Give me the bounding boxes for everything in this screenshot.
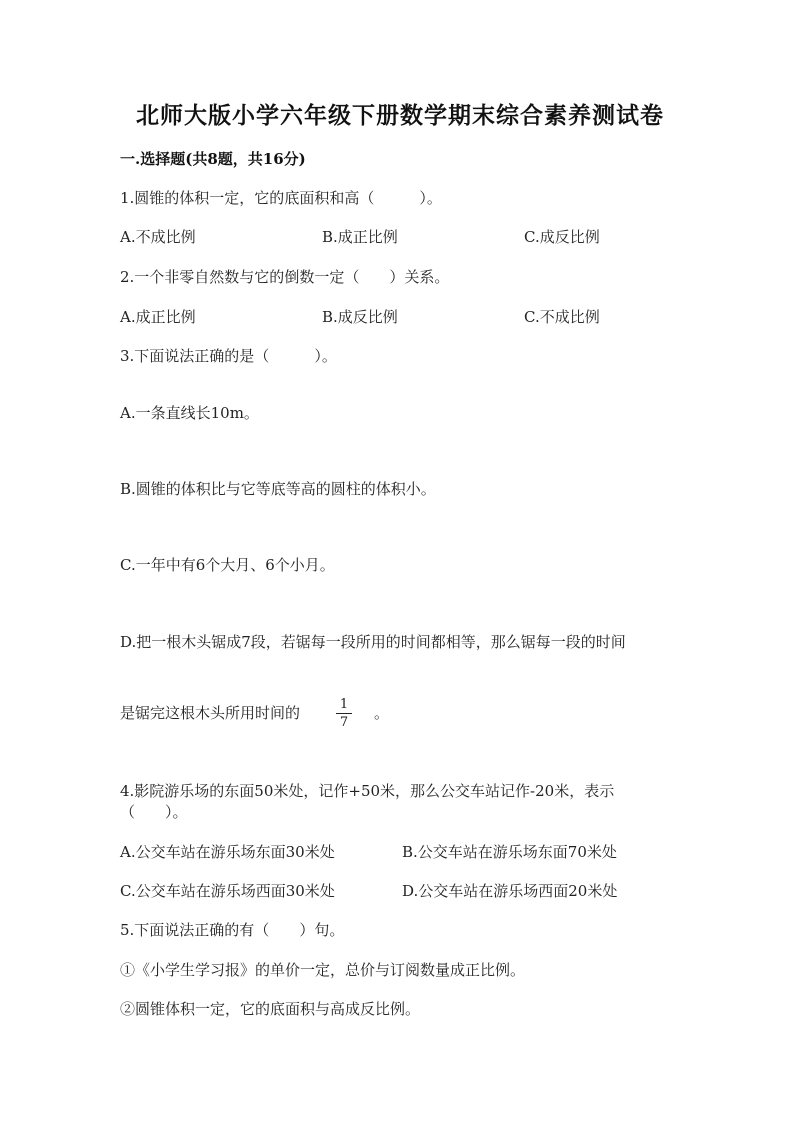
- question-5-stem: 5.下面说法正确的有（ ）句。: [120, 921, 345, 939]
- q3-option-d-end: 。: [374, 704, 390, 722]
- q4-option-b[interactable]: B.公交车站在游乐场东面70米处: [402, 843, 617, 861]
- fraction-one-seventh: [336, 697, 352, 730]
- q3-option-c[interactable]: C.一年中有6个大月、6个小月。: [120, 556, 335, 574]
- q1-option-b[interactable]: B.成正比例: [322, 228, 398, 246]
- fraction-denominator: 7: [339, 715, 349, 730]
- q2-option-a[interactable]: A.成正比例: [120, 308, 196, 326]
- q3-option-d-line2[interactable]: 是锯完这根木头所用时间的: [120, 704, 301, 722]
- q2-option-c[interactable]: C.不成比例: [524, 308, 600, 326]
- fraction-numerator: 1: [339, 697, 349, 712]
- question-2-stem: 2.一个非零自然数与它的倒数一定（ ）关系。: [120, 268, 450, 286]
- q2-option-b[interactable]: B.成反比例: [322, 308, 398, 326]
- q1-option-c[interactable]: C.成反比例: [524, 228, 600, 246]
- q3-option-a[interactable]: A.一条直线长10m。: [120, 404, 259, 422]
- q4-option-c[interactable]: C.公交车站在游乐场西面30米处: [120, 882, 335, 900]
- section-heading: 一.选择题(共8题，共16分): [120, 150, 306, 168]
- fraction-bar: [336, 713, 352, 714]
- question-4-stem-line2: （ ）。: [120, 803, 188, 821]
- question-3-stem: 3.下面说法正确的是（ ）。: [120, 347, 337, 365]
- q3-option-d-line1[interactable]: D.把一根木头锯成7段，若锯每一段所用的时间都相等，那么锯每一段的时间: [120, 633, 626, 651]
- q4-option-d[interactable]: D.公交车站在游乐场西面20米处: [402, 882, 618, 900]
- page-title: 北师大版小学六年级下册数学期末综合素养测试卷: [136, 102, 664, 129]
- q5-statement-2: ②圆锥体积一定，它的底面积与高成反比例。: [120, 1000, 421, 1018]
- question-1-stem: 1.圆锥的体积一定，它的底面积和高（ ）。: [120, 189, 442, 207]
- q5-statement-1: ①《小学生学习报》的单价一定，总价与订阅数量成正比例。: [120, 961, 526, 979]
- question-4-stem-line1: 4.影院游乐场的东面50米处，记作+50米，那么公交车站记作-20米，表示: [120, 782, 615, 800]
- q4-option-a[interactable]: A.公交车站在游乐场东面30米处: [120, 843, 335, 861]
- q1-option-a[interactable]: A.不成比例: [120, 228, 196, 246]
- q3-option-b[interactable]: B.圆锥的体积比与它等底等高的圆柱的体积小。: [120, 480, 436, 498]
